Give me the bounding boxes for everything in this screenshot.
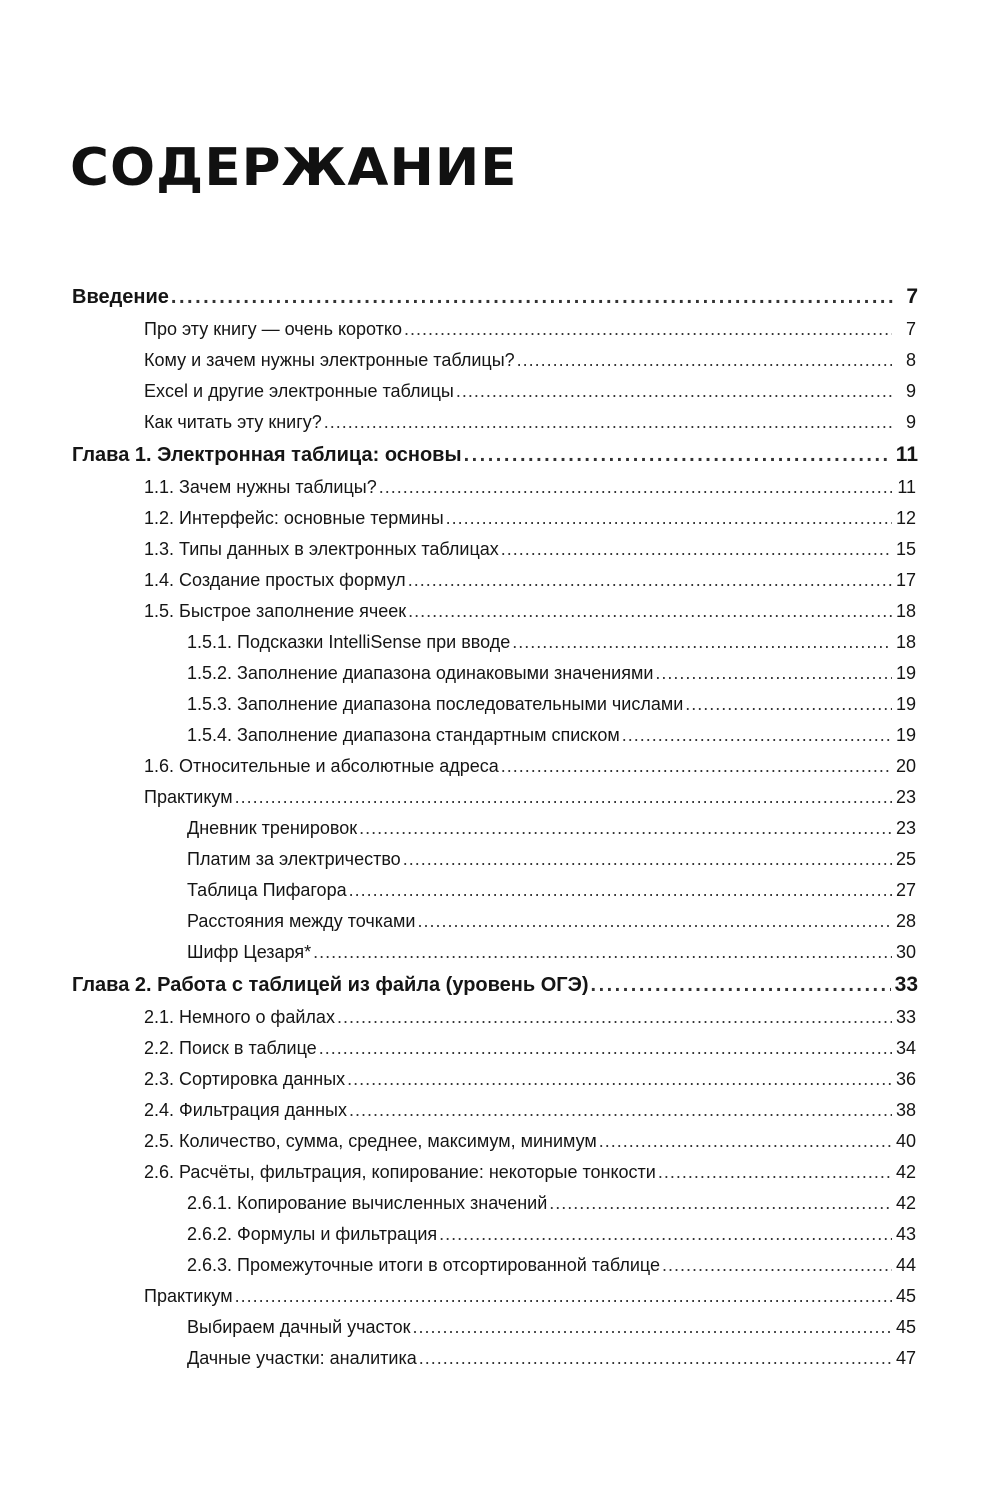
table-of-contents — [0, 280, 1000, 1374]
dot-leader — [622, 720, 892, 751]
toc-entry-page-number: 43 — [895, 1224, 916, 1244]
dot-leader — [591, 968, 891, 1002]
toc-subsection-entry — [0, 906, 1000, 937]
toc-entry-title: 1.5.4. Заполнение диапазона стандартным списком — [187, 725, 620, 745]
toc-entry-title: 2.1. Немного о файлах — [144, 1007, 335, 1027]
toc-subsection-entry — [0, 720, 1000, 751]
toc-subsection-entry — [0, 627, 1000, 658]
dot-leader — [658, 1157, 892, 1188]
toc-entry-title: Выбираем дачный участок — [187, 1317, 411, 1337]
dot-leader — [685, 689, 892, 720]
toc-section-entry — [0, 1033, 1000, 1064]
toc-entry-title: Практикум — [144, 787, 233, 807]
toc-entry-page-number: 7 — [906, 285, 918, 308]
toc-entry-page-number: 45 — [895, 1286, 916, 1306]
toc-entry-page-number: 28 — [895, 911, 916, 931]
toc-entry-page-number: 19 — [895, 694, 916, 714]
toc-section-entry — [0, 565, 1000, 596]
toc-subsection-entry — [0, 813, 1000, 844]
toc-entry-title: Платим за электричество — [187, 849, 401, 869]
toc-chapter-entry — [0, 968, 1000, 1002]
toc-entry-page-number: 30 — [895, 942, 916, 962]
toc-entry-title: Дневник тренировок — [187, 818, 358, 838]
toc-entry-page-number: 18 — [895, 601, 916, 621]
toc-entry-title: Практикум — [144, 1286, 233, 1306]
toc-entry-page-number: 42 — [895, 1193, 916, 1213]
toc-subsection-entry — [0, 844, 1000, 875]
toc-subsection-entry — [0, 875, 1000, 906]
toc-entry-title: 1.5.3. Заполнение диапазона последовательными числами — [187, 694, 684, 714]
toc-entry-page-number: 45 — [895, 1317, 916, 1337]
toc-entry-title: 2.4. Фильтрация данных — [144, 1100, 347, 1120]
toc-entry-title: Таблица Пифагора — [187, 880, 347, 900]
toc-section-entry — [0, 1002, 1000, 1033]
toc-section-entry — [0, 407, 1000, 438]
toc-entry-title: 1.1. Зачем нужны таблицы? — [144, 477, 377, 497]
toc-entry-page-number: 36 — [895, 1069, 916, 1089]
toc-entry-page-number: 19 — [895, 663, 916, 683]
toc-entry-page-number: 12 — [895, 508, 916, 528]
toc-section-entry — [0, 1126, 1000, 1157]
toc-entry-title: 2.2. Поиск в таблице — [144, 1038, 317, 1058]
toc-entry-page-number: 8 — [905, 350, 916, 370]
toc-section-entry — [0, 345, 1000, 376]
toc-entry-page-number: 9 — [905, 381, 916, 401]
dot-leader — [512, 627, 892, 658]
toc-entry-title: 1.3. Типы данных в электронных таблицах — [144, 539, 499, 559]
toc-subsection-entry — [0, 1188, 1000, 1219]
dot-leader — [403, 844, 892, 875]
dot-leader — [359, 813, 892, 844]
toc-entry-title: 2.6.2. Формулы и фильтрация — [187, 1224, 438, 1244]
toc-entry-page-number: 17 — [895, 570, 916, 590]
dot-leader — [404, 314, 892, 345]
toc-entry-title: Дачные участки: аналитика — [187, 1348, 417, 1368]
toc-entry-page-number: 23 — [895, 818, 916, 838]
dot-leader — [464, 438, 892, 472]
dot-leader — [417, 906, 892, 937]
toc-entry-page-number: 7 — [905, 319, 916, 339]
toc-subsection-entry — [0, 1343, 1000, 1374]
toc-entry-title: Про эту книгу — очень коротко — [144, 319, 403, 339]
dot-leader — [349, 875, 892, 906]
toc-entry-page-number: 9 — [905, 412, 916, 432]
toc-entry-title: Как читать эту книгу? — [144, 412, 322, 432]
toc-subsection-entry — [0, 658, 1000, 689]
dot-leader — [456, 376, 892, 407]
dot-leader — [408, 565, 892, 596]
toc-entry-title: 2.3. Сортировка данных — [144, 1069, 346, 1089]
toc-entry-page-number: 15 — [895, 539, 916, 559]
dot-leader — [599, 1126, 892, 1157]
toc-section-entry — [0, 1095, 1000, 1126]
dot-leader — [313, 937, 892, 968]
toc-section-entry — [0, 503, 1000, 534]
toc-subsection-entry — [0, 937, 1000, 968]
toc-entry-page-number: 23 — [895, 787, 916, 807]
toc-entry-page-number: 18 — [895, 632, 916, 652]
dot-leader — [171, 280, 894, 314]
dot-leader — [549, 1188, 892, 1219]
toc-entry-title: 2.6.1. Копирование вычисленных значений — [187, 1193, 548, 1213]
dot-leader — [501, 534, 892, 565]
dot-leader — [446, 503, 892, 534]
dot-leader — [408, 596, 892, 627]
toc-entry-page-number: 34 — [895, 1038, 916, 1058]
toc-entry-page-number: 40 — [895, 1131, 916, 1151]
dot-leader — [235, 782, 892, 813]
toc-entry-title: Глава 1. Электронная таблица: основы — [72, 444, 462, 466]
toc-entry-page-number: 44 — [895, 1255, 916, 1275]
toc-chapter-entry — [0, 438, 1000, 472]
toc-entry-title: 1.5.1. Подсказки IntelliSense при вводе — [187, 632, 511, 652]
page-title: СОДЕРЖАНИЕ — [70, 138, 518, 198]
toc-entry-title: Excel и другие электронные таблицы — [144, 381, 454, 401]
toc-entry-title: 2.6.3. Промежуточные итоги в отсортированной таблице — [187, 1255, 660, 1275]
toc-section-entry — [0, 1064, 1000, 1095]
dot-leader — [235, 1281, 892, 1312]
dot-leader — [349, 1095, 892, 1126]
toc-subsection-entry — [0, 1250, 1000, 1281]
toc-section-entry — [0, 596, 1000, 627]
dot-leader — [655, 658, 892, 689]
toc-entry-title: Введение — [72, 286, 169, 308]
toc-subsection-entry — [0, 1312, 1000, 1343]
toc-section-entry — [0, 751, 1000, 782]
dot-leader — [337, 1002, 892, 1033]
toc-entry-page-number: 19 — [895, 725, 916, 745]
toc-entry-title: Кому и зачем нужны электронные таблицы? — [144, 350, 515, 370]
dot-leader — [319, 1033, 892, 1064]
toc-section-entry — [0, 1281, 1000, 1312]
toc-entry-page-number: 38 — [895, 1100, 916, 1120]
toc-section-entry — [0, 534, 1000, 565]
toc-entry-title: 2.5. Количество, сумма, среднее, максимум, минимум — [144, 1131, 597, 1151]
toc-entry-page-number: 27 — [895, 880, 916, 900]
toc-entry-page-number: 47 — [895, 1348, 916, 1368]
dot-leader — [347, 1064, 892, 1095]
dot-leader — [662, 1250, 892, 1281]
dot-leader — [439, 1219, 892, 1250]
dot-leader — [324, 407, 892, 438]
toc-section-entry — [0, 782, 1000, 813]
toc-chapter-entry — [0, 280, 1000, 314]
toc-entry-page-number: 11 — [897, 477, 916, 497]
dot-leader — [501, 751, 892, 782]
toc-entry-page-number: 33 — [895, 1007, 916, 1027]
toc-entry-title: Расстояния между точками — [187, 911, 416, 931]
dot-leader — [412, 1312, 892, 1343]
toc-entry-page-number: 33 — [894, 973, 918, 996]
dot-leader — [419, 1343, 892, 1374]
toc-section-entry — [0, 376, 1000, 407]
toc-entry-title: Глава 2. Работа с таблицей из файла (уровень ОГЭ) — [72, 974, 589, 996]
dot-leader — [517, 345, 892, 376]
dot-leader — [379, 472, 892, 503]
toc-entry-page-number: 25 — [895, 849, 916, 869]
toc-entry-page-number: 42 — [895, 1162, 916, 1182]
toc-section-entry — [0, 472, 1000, 503]
toc-section-entry — [0, 314, 1000, 345]
toc-entry-page-number: 20 — [895, 756, 916, 776]
toc-entry-title: 2.6. Расчёты, фильтрация, копирование: некоторые тонкости — [144, 1162, 656, 1182]
toc-subsection-entry — [0, 1219, 1000, 1250]
toc-entry-title: 1.6. Относительные и абсолютные адреса — [144, 756, 499, 776]
toc-section-entry — [0, 1157, 1000, 1188]
toc-entry-title: 1.4. Создание простых формул — [144, 570, 406, 590]
toc-entry-title: 1.5.2. Заполнение диапазона одинаковыми значениями — [187, 663, 654, 683]
toc-entry-page-number: 11 — [895, 443, 918, 466]
toc-entry-title: Шифр Цезаря* — [187, 942, 312, 962]
toc-entry-title: 1.5. Быстрое заполнение ячеек — [144, 601, 407, 621]
toc-subsection-entry — [0, 689, 1000, 720]
toc-entry-title: 1.2. Интерфейс: основные термины — [144, 508, 444, 528]
